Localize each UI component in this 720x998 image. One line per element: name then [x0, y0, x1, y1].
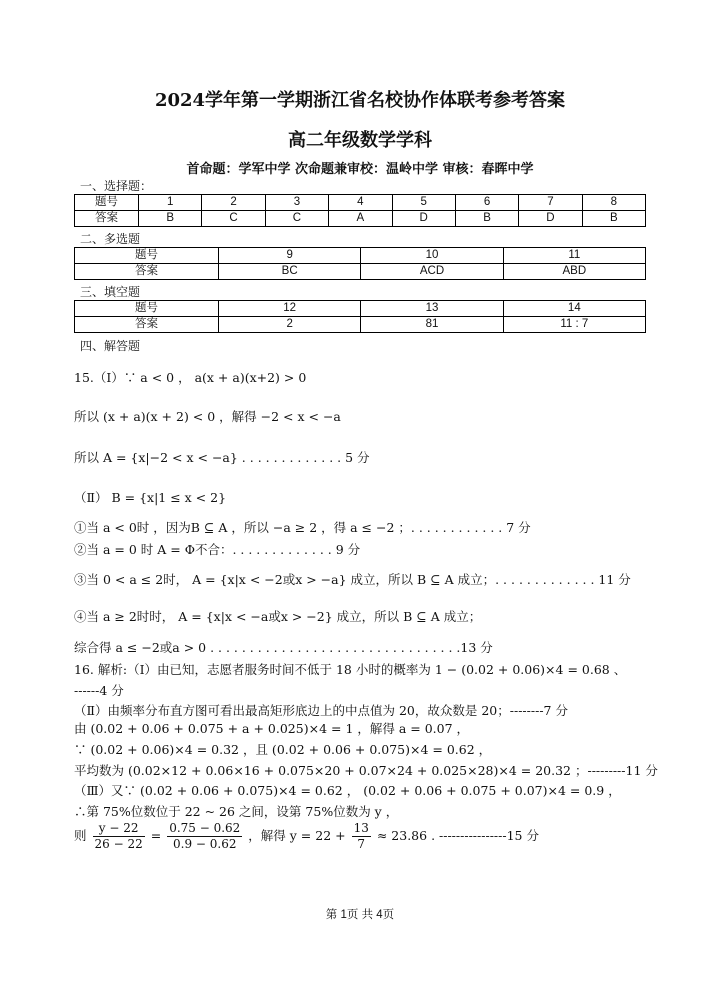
table-row	[75, 301, 646, 317]
choice-answer-table	[74, 194, 646, 227]
table-cell: BC	[219, 264, 361, 280]
table-cell: 81	[361, 317, 503, 333]
table-row	[75, 317, 646, 333]
solution-line: 所以 (x + a)(x + 2) < 0 ，解得 −2 < x < −a	[74, 409, 341, 424]
text: 则	[74, 828, 87, 843]
table-cell: 7	[519, 195, 582, 211]
fraction	[167, 821, 242, 852]
fraction-denominator: 0.9 − 0.62	[173, 837, 237, 851]
solution-line: ∵ (0.02 + 0.06)×4 = 0.32 ，且 (0.02 + 0.06 + 0.075)×4 = 0.62 ，	[74, 742, 492, 757]
table-row	[75, 248, 646, 264]
table-row	[75, 211, 646, 227]
section-heading-choice: 一、选择题：	[80, 179, 153, 193]
solution-line: ④当 a ≥ 2时时， A = {x|x < −a或x > −2} 成立，所以 B ⊆ A 成立；	[74, 609, 482, 624]
fraction-numerator: 0.75 − 0.62	[169, 821, 241, 835]
section-heading-multi: 二、多选题	[80, 232, 141, 246]
section-heading-solutions: 四、解答题	[80, 339, 141, 353]
fraction-numerator: 13	[353, 821, 369, 835]
solution-line: （Ⅱ） B = {x|1 ≤ x < 2}	[74, 490, 227, 505]
table-cell: 3	[265, 195, 328, 211]
table-cell: 12	[219, 301, 361, 317]
text: ，解得 y = 22 +	[248, 828, 346, 843]
row-label-answer: 答案	[75, 317, 219, 333]
solution-line: 所以 A = {x|−2 < x < −a} . . . . . . . . . . . . . 5 分	[74, 450, 370, 465]
solution-line: 由 (0.02 + 0.06 + 0.075 + a + 0.025)×4 = 1 ，解得 a = 0.07 ，	[74, 721, 470, 736]
table-cell: 10	[361, 248, 503, 264]
fraction-denominator: 26 − 22	[94, 837, 143, 851]
solution-line: ②当 a = 0 时 A = Φ不合：. . . . . . . . . . . . . 9 分	[74, 542, 361, 557]
table-cell: 11	[503, 248, 645, 264]
solution-line: 16. 解析:（Ⅰ）由已知，志愿者服务时间不低于 18 小时的概率为 1 − (0.02 + 0.06)×4 = 0.68 、	[74, 662, 627, 677]
author-line: 首命题：学军中学 次命题兼审校：温岭中学 审核：春晖中学	[186, 162, 534, 177]
solution-line: 综合得 a ≤ −2或a > 0 . . . . . . . . . . . . . . . . . . . . . . . . . . . . . . . .13 分	[74, 640, 493, 655]
subject-title: 高二年级数学学科	[288, 130, 432, 151]
table-cell: C	[202, 211, 265, 227]
fraction-numerator: y − 22	[93, 821, 145, 837]
solution-final-line	[74, 821, 539, 852]
table-cell: D	[519, 211, 582, 227]
text: ≈ 23.86 . ----------------15 分	[376, 828, 539, 843]
page-footer: 第 1页 共 4页	[325, 909, 395, 921]
fraction-denominator: 7	[357, 837, 366, 851]
solution-line: 15.（Ⅰ）∵ a < 0 ， a(x + a)(x+2) > 0	[74, 370, 307, 385]
page-title: 2024学年第一学期浙江省名校协作体联考参考答案	[154, 90, 566, 111]
table-row	[75, 195, 646, 211]
table-cell: B	[582, 211, 645, 227]
row-label-number: 题号	[75, 248, 219, 264]
table-cell: 2	[202, 195, 265, 211]
fraction	[93, 821, 145, 852]
row-label-number: 题号	[75, 301, 219, 317]
table-cell: ACD	[361, 264, 503, 280]
table-cell: 2	[219, 317, 361, 333]
table-cell: D	[392, 211, 455, 227]
table-cell: 5	[392, 195, 455, 211]
table-cell: 14	[503, 301, 645, 317]
solution-line: （Ⅲ）又∵ (0.02 + 0.06 + 0.075)×4 = 0.62 ， (0.02 + 0.06 + 0.075 + 0.07)×4 = 0.9 ，	[74, 783, 621, 798]
solution-line: ①当 a < 0时 ，因为B ⊆ A ，所以 −a ≥ 2 ，得 a ≤ −2 ；. . . . . . . . . . . . 7 分	[74, 520, 531, 535]
row-label-answer: 答案	[75, 264, 219, 280]
multi-answer-table	[74, 247, 646, 280]
table-cell: C	[265, 211, 328, 227]
fraction	[352, 821, 371, 852]
table-cell: 6	[455, 195, 518, 211]
table-cell: ABD	[503, 264, 645, 280]
row-label-answer: 答案	[75, 211, 139, 227]
fill-answer-table	[74, 300, 646, 333]
table-cell: 4	[329, 195, 392, 211]
table-row	[75, 264, 646, 280]
table-cell: 9	[219, 248, 361, 264]
solution-line: ∴第 75%位数位于 22 ~ 26 之间，设第 75%位数为 y ，	[74, 804, 399, 819]
equals-sign: =	[150, 828, 162, 843]
row-label-number: 题号	[75, 195, 139, 211]
solution-line: ------4 分	[74, 683, 124, 698]
table-cell: A	[329, 211, 392, 227]
table-cell: 8	[582, 195, 645, 211]
solution-line: ③当 0 < a ≤ 2时， A = {x|x < −2或x > −a} 成立，所以 B ⊆ A 成立；. . . . . . . . . . . . . 11 分	[74, 572, 631, 587]
table-cell: B	[455, 211, 518, 227]
table-cell: 13	[361, 301, 503, 317]
table-cell: B	[139, 211, 202, 227]
section-heading-fill: 三、填空题	[80, 285, 141, 299]
table-cell: 1	[139, 195, 202, 211]
solution-line: 平均数为 (0.02×12 + 0.06×16 + 0.075×20 + 0.07×24 + 0.025×28)×4 = 20.32 ；---------11 分	[74, 763, 658, 778]
solution-line: （Ⅱ）由频率分布直方图可看出最高矩形底边上的中点值为 20，故众数是 20；--------7 分	[74, 703, 568, 718]
table-cell: 11 : 7	[503, 317, 645, 333]
